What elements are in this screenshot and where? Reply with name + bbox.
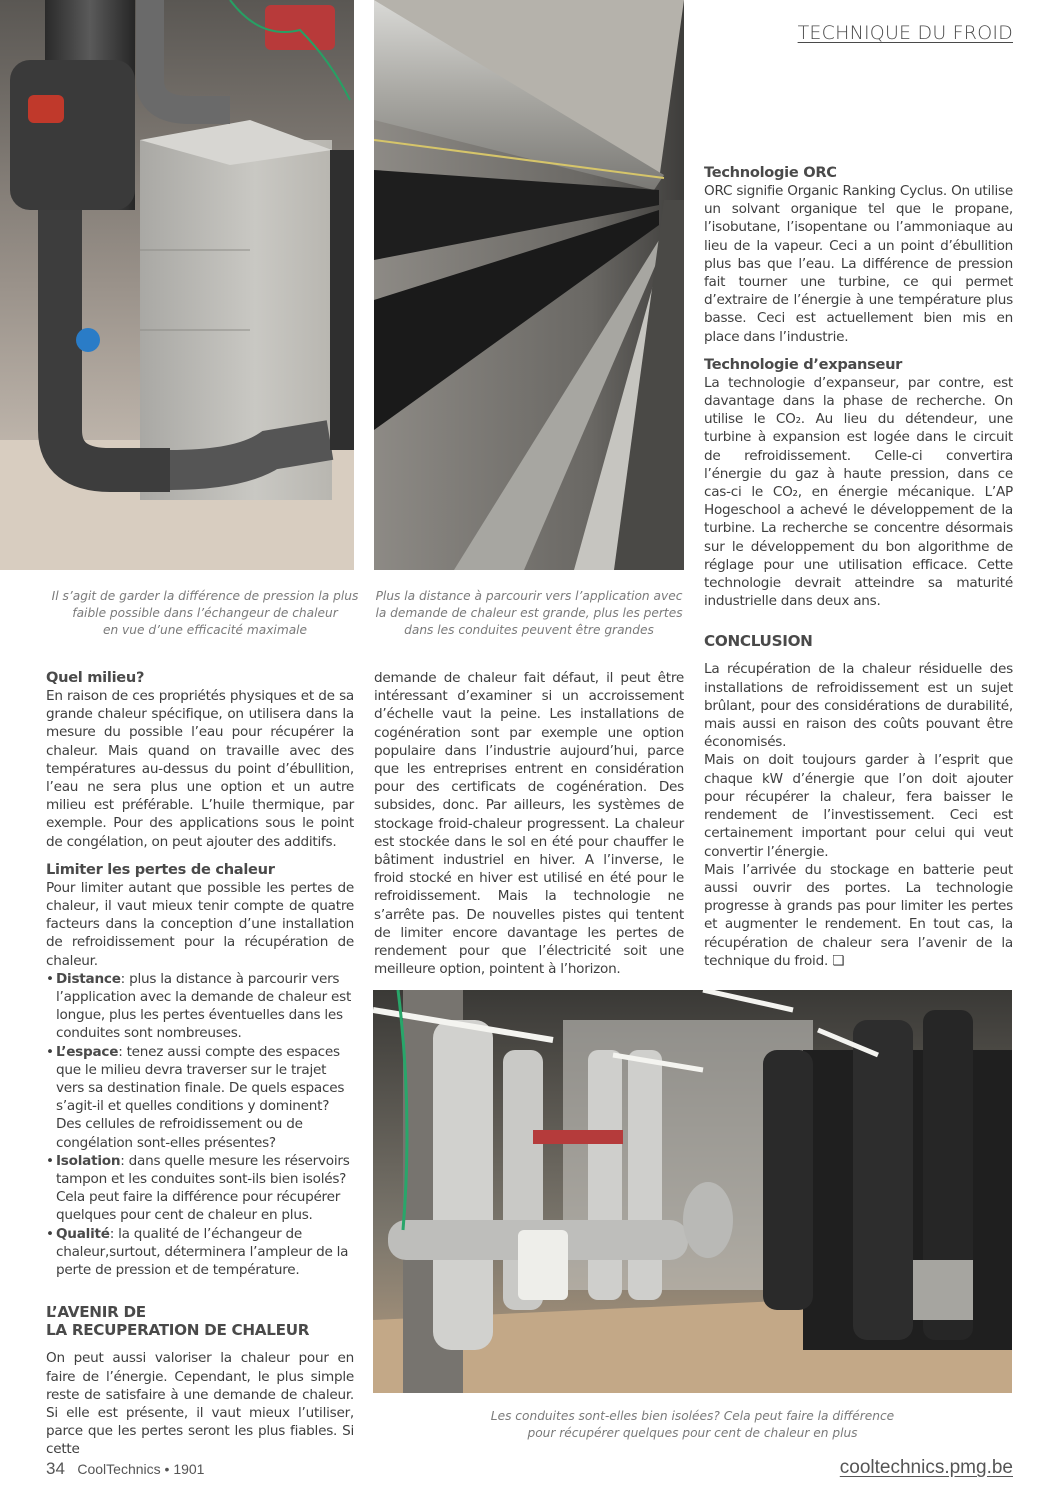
- photo-caption-1: [40, 588, 370, 639]
- paragraph-limiter-pertes: Pour limiter autant que possible les pertes de chaleur, il vaut mieux tenir compte de quatre facteurs dans la conception d’une installation de refroidissement pour la récupération de chaleur.: [46, 879, 354, 969]
- list-item-espace: [46, 1043, 354, 1152]
- photo-heat-exchanger: [0, 0, 354, 570]
- list-item-isolation: [46, 1152, 354, 1225]
- heading-conclusion: CONCLUSION: [704, 632, 813, 651]
- paragraph-conclusion-1: La récupération de la chaleur résiduelle des installations de refroidissement est un sujet brûlant, pour des considérations de durabilité, mais aussi en raison des coûts pouvant être économisés.: [704, 661, 1013, 751]
- heading-limiter-pertes: Limiter les pertes de chaleur: [46, 860, 275, 878]
- paragraph-conclusion-3: [704, 861, 1013, 970]
- article-column-3: [704, 164, 1013, 970]
- caption-line: Les conduites sont-elles bien isolées? Cela peut faire la différence: [490, 1409, 895, 1423]
- photo-pipe-corridor: [374, 0, 684, 570]
- bullet-text: : dans quelle mesure les réservoirs tampon et les conduites sont-ils bien isolés? Cela peut faire la différence pour récupérer quelques pour cent de chaleur en plus.: [56, 1152, 350, 1224]
- list-item-distance: [46, 970, 354, 1043]
- conclusion-text: Mais l’arrivée du stockage en batterie peut aussi ouvrir des portes. La technologie progresse à grands pas pour limiter les pertes et augmenter le rendement. En tout cas, la récupération de chaleur sera l’avenir de la technique du froid.: [704, 861, 1013, 969]
- caption-line: Plus la distance à parcourir vers l’application avec: [375, 589, 683, 603]
- caption-line: en vue d’une efficacité maximale: [102, 623, 308, 637]
- paragraph-conclusion-2: Mais on doit toujours garder à l’esprit que chaque kW d’énergie que l’on doit ajouter pour récupérer la chaleur, fera baisser le rendement de l’investissement. Ceci est certainement important pour celui qui veut convertir l’énergie.: [704, 752, 1013, 860]
- photo-plant-room: [373, 990, 1012, 1393]
- heading-avenir-line2: LA RECUPERATION DE CHALEUR: [46, 1321, 310, 1340]
- paragraph-orc: ORC signifie Organic Ranking Cyclus. On utilise un solvant organique tel que le propane, l’isobutane, l’isopentane ou l’ammoniaque au lieu de la vapeur. Ceci a un point d’ébullition plus bas que l’eau. La différence de pression fait tourner une turbine, ce qui permet d’extraire de l’énergie à une température plus basse. Ceci est actuellement bien mis en place dans l’industrie.: [704, 183, 1013, 345]
- paragraph-expanseur: La technologie d’expanseur, par contre, est davantage dans la phase de recherche. On utilise le CO₂. Au lieu du détendeur, une turbine à expansion est logée dans le circuit de refroidissement. Celle-ci convertira l’énergie du gaz à haute pression, dans ce cas-ci le CO₂, en énergie mécanique. L’AP Hogeschool a achevé le développement de la turbine. La recherche se concentre désormais sur le développement du bon algorithme de réglage pour une utilisation efficace. Cette technologie devrait atteindre sa maturité industrielle dans deux ans.: [704, 374, 1013, 610]
- caption-line: la demande de chaleur est grande, plus les pertes: [375, 606, 683, 620]
- paragraph-quel-milieu: En raison de ces propriétés physiques et de sa grande chaleur spécifique, on utilisera dans la mesure du possible l’eau pour récupérer la chaleur. Mais quand on travaille avec des températures au-dessus du point d’ébullition, l’eau ne sera plus une option et un autre milieu est préférable. L’huile thermique, par exemple. Pour des applications sous le point de congélation, on peut ajouter des additifs.: [46, 688, 354, 850]
- bullet-icon: •: [46, 1043, 54, 1060]
- photo-caption-3: [373, 1408, 1012, 1442]
- paragraph-avenir-part1: On peut aussi valoriser la chaleur pour en faire de l’énergie. Cependant, le plus simple reste de satisfaire à une demande de chaleur. Si elle est présente, il vaut mieux l’utiliser, parce que les pertes seront les plus fiables. Si cette: [46, 1350, 354, 1458]
- bullet-term: L’espace: [56, 1043, 119, 1060]
- page-number: 34: [46, 1459, 65, 1478]
- bullet-text: : la qualité de l’échangeur de chaleur,surtout, déterminera l’ampleur de la perte de pression et de température.: [56, 1225, 349, 1279]
- heading-quel-milieu: Quel milieu?: [46, 669, 145, 686]
- factor-list: [46, 970, 354, 1279]
- footer-publication: [46, 1459, 204, 1479]
- bullet-icon: •: [46, 1152, 54, 1169]
- bullet-term: Distance: [56, 970, 121, 987]
- bullet-term: Isolation: [56, 1152, 121, 1169]
- photo-caption-2: [374, 588, 684, 639]
- section-label: TECHNIQUE DU FROID: [797, 22, 1013, 44]
- article-column-2: [374, 669, 684, 978]
- article-column-1: [46, 669, 354, 1459]
- magazine-issue: CoolTechnics • 1901: [77, 1461, 205, 1477]
- caption-line: Il s’agit de garder la différence de pression la plus: [51, 589, 359, 603]
- caption-line: faible possible dans l’échangeur de chaleur: [72, 606, 338, 620]
- bullet-icon: •: [46, 970, 54, 987]
- heading-avenir-line1: L’AVENIR DE: [46, 1303, 146, 1322]
- heading-orc: Technologie ORC: [704, 164, 837, 181]
- paragraph-avenir-part2: demande de chaleur fait défaut, il peut être intéressant d’examiner si un accroissement d’échelle vaut la peine. Les installations de cogénération sont par exemple une option populaire dans l’industrie aujourd’hui, parce que les entreprises entrent en considération pour des certificats de cogénération. Des subsides, donc. Par ailleurs, les systèmes de stockage froid-chaleur progressent. La chaleur est stockée dans le sol en été pour chauffer le bâtiment industriel en hiver. A l’inverse, le froid stocké en hiver est utilisé en été pour le refroidissement. Mais la technologie ne s’arrête pas. De nouvelles pistes qui tentent de limiter encore davantage les pertes de rendement pour que l’électricité soit une meilleure option, pointent à l’horizon.: [374, 670, 684, 978]
- bullet-text: : plus la distance à parcourir vers l’application avec la demande de chaleur est longue, plus les pertes éventuelles dans les conduites sont nombreuses.: [56, 970, 352, 1042]
- caption-line: pour récupérer quelques pour cent de chaleur en plus: [527, 1426, 858, 1440]
- list-item-qualite: [46, 1225, 354, 1280]
- bullet-text: : tenez aussi compte des espaces que le milieu devra traverser sur le trajet vers sa destination finale. De quels espaces s’agit-il et quelles conditions y dominent? Des cellules de refroidissement ou de congélation sont-elles présentes?: [56, 1043, 345, 1151]
- bullet-term: Qualité: [56, 1225, 110, 1242]
- heading-expanseur: Technologie d’expanseur: [704, 355, 903, 373]
- bullet-icon: •: [46, 1225, 54, 1242]
- end-mark-icon: ❏: [832, 952, 845, 969]
- website-link[interactable]: cooltechnics.pmg.be: [839, 1457, 1013, 1478]
- caption-line: dans les conduites peuvent être grandes: [404, 623, 654, 637]
